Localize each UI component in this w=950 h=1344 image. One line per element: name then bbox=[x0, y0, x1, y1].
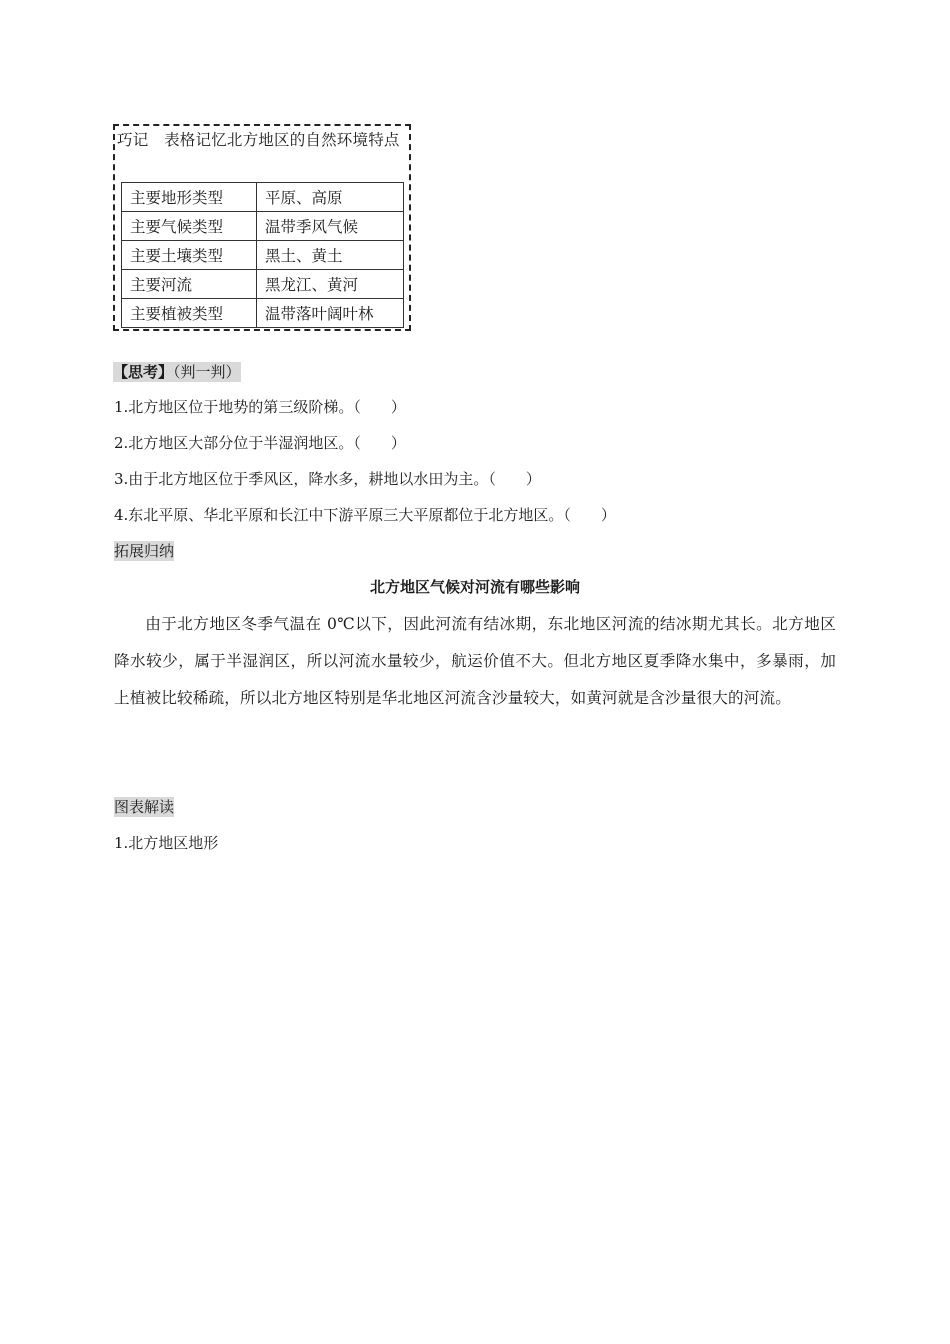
article-body: 由于北方地区冬季气温在 0℃以下，因此河流有结冰期，东北地区河流的结冰期尤其长。北方地区降水较少，属于半湿润区，所以河流水量较少，航运价值不大。但北方地区夏季降水集中，多暴雨，加上植被比较稀疏，所以北方地区特别是华北地区河流含沙量较大，如黄河就是含沙量很大的河流。 bbox=[114, 615, 836, 707]
judgement-question-4: 4.东北平原、华北平原和长江中下游平原三大平原都位于北方地区。（ ） bbox=[114, 506, 616, 524]
table-cell-value: 黑土、黄土 bbox=[257, 241, 404, 270]
chart-reading-label: 图表解读 bbox=[114, 798, 175, 816]
think-heading bbox=[113, 362, 241, 382]
judgement-question-2: 2.北方地区大部分位于半湿润地区。（ ） bbox=[114, 434, 406, 452]
table-cell-label: 主要河流 bbox=[122, 270, 257, 299]
chart-reading-item-1: 1.北方地区地形 bbox=[114, 834, 219, 852]
table-row bbox=[122, 299, 404, 328]
judgement-question-1: 1.北方地区位于地势的第三级阶梯。（ ） bbox=[114, 398, 406, 416]
article-title: 北方地区气候对河流有哪些影响 bbox=[369, 578, 580, 596]
table-cell-value: 温带季风气候 bbox=[257, 212, 404, 241]
think-heading-subtitle: （判一判） bbox=[173, 363, 241, 381]
table-cell-value: 平原、高原 bbox=[257, 183, 404, 212]
memory-tip-title: 巧记 表格记忆北方地区的自然环境特点 bbox=[117, 131, 400, 149]
table-row bbox=[122, 241, 404, 270]
table-row bbox=[122, 212, 404, 241]
table-cell-label: 主要气候类型 bbox=[122, 212, 257, 241]
table-cell-label: 主要地形类型 bbox=[122, 183, 257, 212]
extension-label: 拓展归纳 bbox=[114, 542, 175, 560]
memory-tip-box bbox=[113, 124, 411, 331]
table-cell-label: 主要植被类型 bbox=[122, 299, 257, 328]
table-cell-label: 主要土壤类型 bbox=[122, 241, 257, 270]
think-heading-bold: 【思考】 bbox=[113, 363, 174, 381]
judgement-question-3: 3.由于北方地区位于季风区，降水多，耕地以水田为主。（ ） bbox=[114, 470, 541, 488]
table-row bbox=[122, 183, 404, 212]
table-row bbox=[122, 270, 404, 299]
table-cell-value: 黑龙江、黄河 bbox=[257, 270, 404, 299]
table-cell-value: 温带落叶阔叶林 bbox=[257, 299, 404, 328]
natural-environment-table bbox=[121, 182, 404, 328]
